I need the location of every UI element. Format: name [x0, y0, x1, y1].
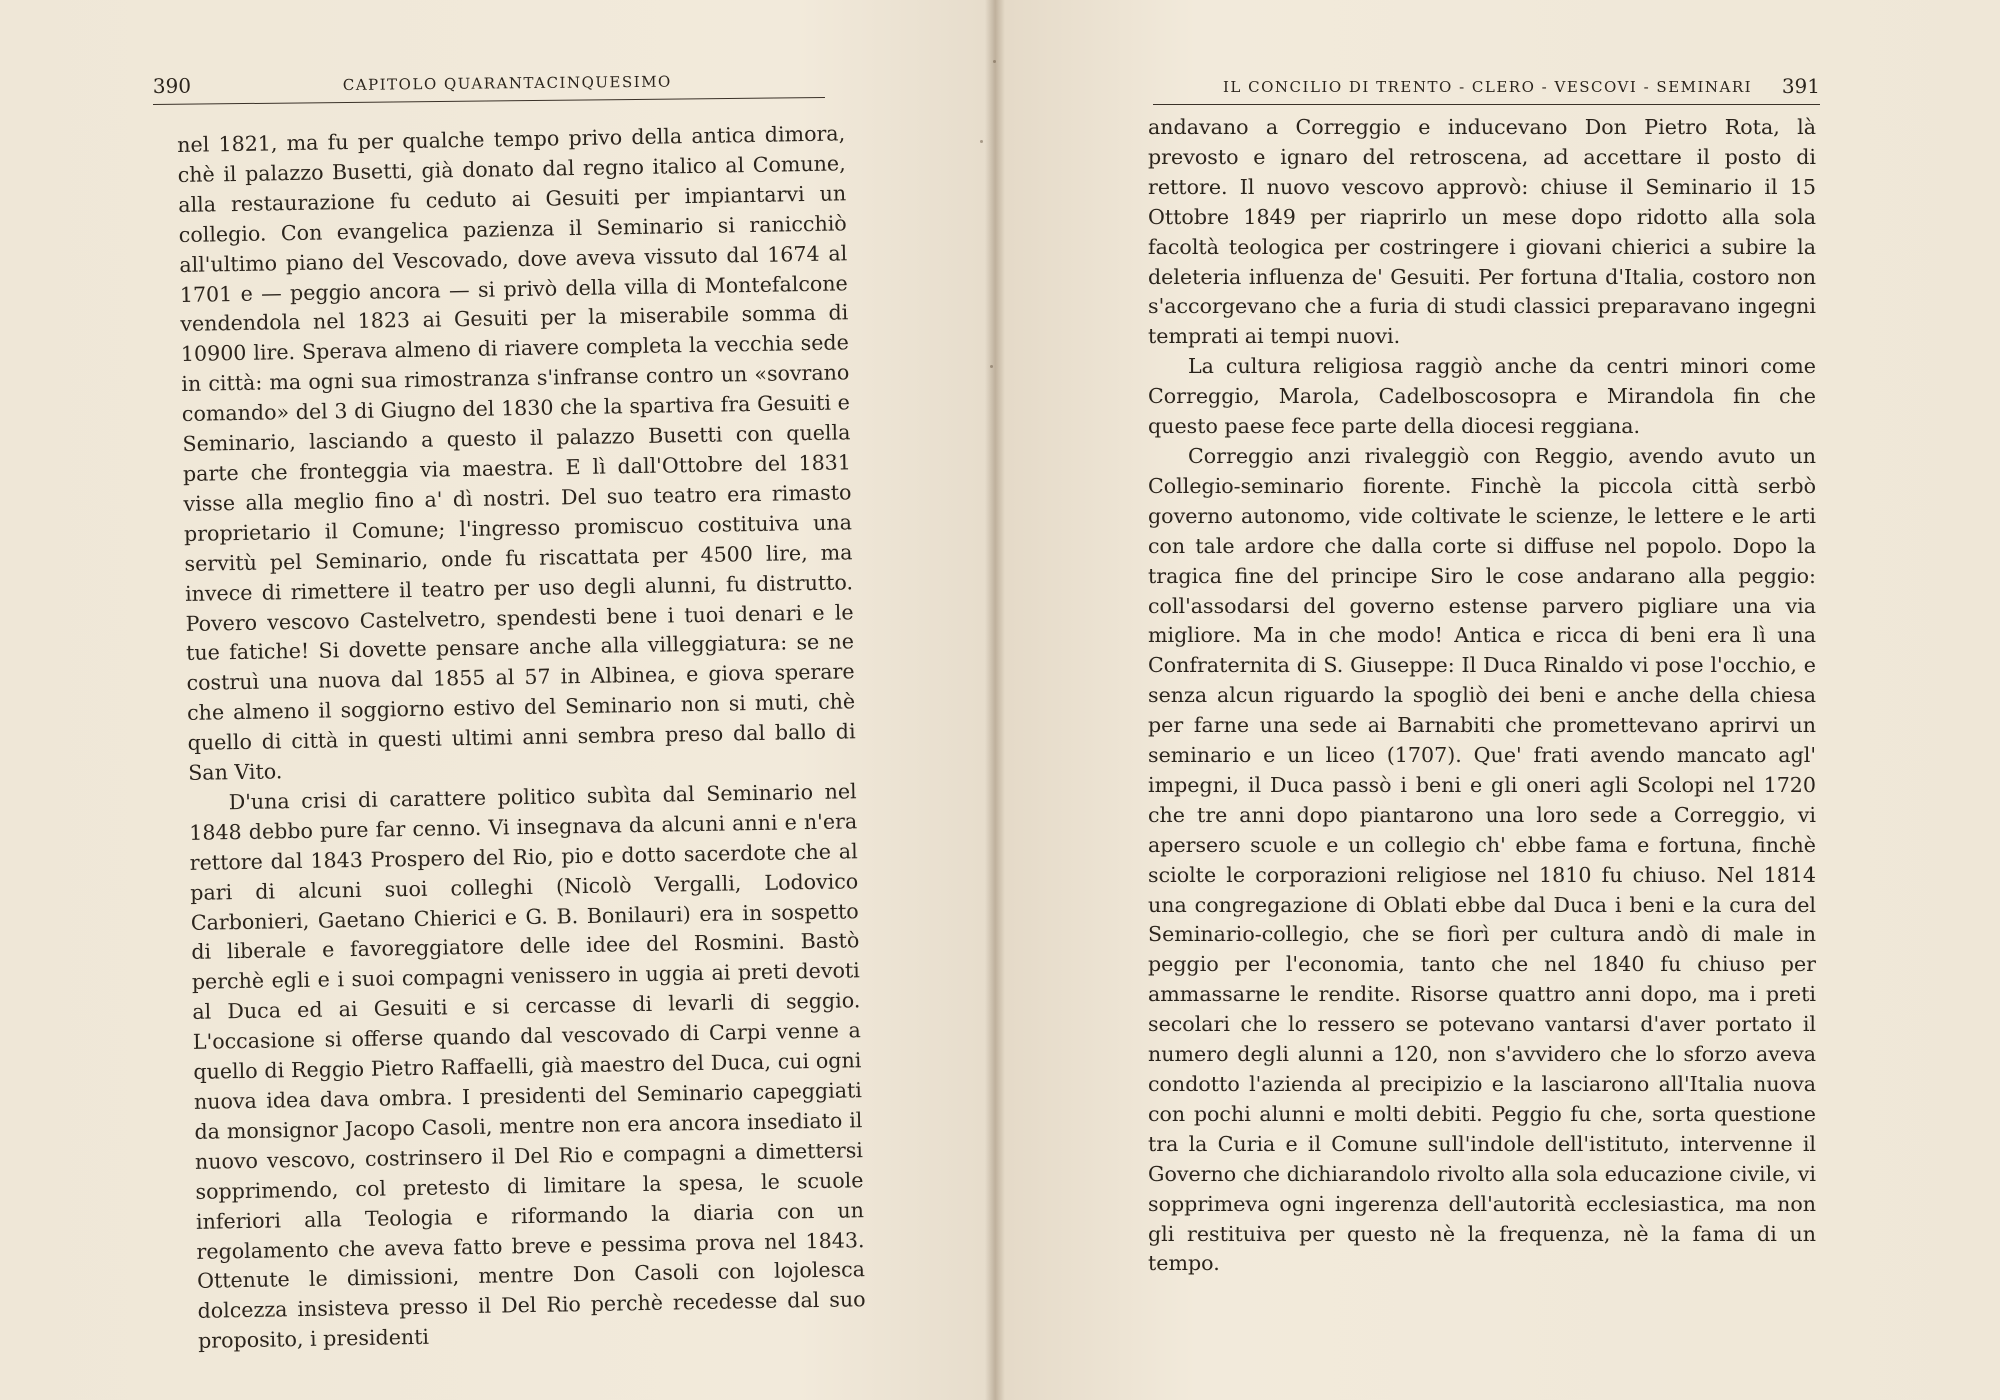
paper-speck	[993, 60, 996, 63]
page-number: 391	[1781, 74, 1820, 98]
right-page	[995, 0, 2000, 1400]
left-page	[0, 0, 995, 1400]
left-running-head	[153, 65, 825, 105]
right-running-head	[1153, 72, 1820, 105]
paragraph: andavano a Correggio e inducevano Don Pietro Rota, là prevosto e ignaro del retroscena, ad accettare il posto di rettore. Il nuovo vescovo approvò: chiuse il Seminario il 15 Ottobre 1849 per riaprirlo un mese dopo ridotto alla sola facoltà teologica per costringere i giovani chierici a subire la deleteria influenza de' Gesuiti. Per fortuna d'Italia, costoro non s'accorgevano che a furia di studi classici preparavano ingegni temprati ai tempi nuovi.	[1148, 115, 1816, 349]
paragraph: nel 1821, ma fu per qualche tempo privo della antica dimora, chè il palazzo Busetti, già donato dal regno italico al Comune, alla restaurazione fu ceduto ai Gesuiti per impiantarvi un collegio. Con evangelica pazienza il Seminario si ranicchiò all'ultimo piano del Vescovado, dove aveva vissuto dal 1674 al 1701 e — peggio ancora — si privò della villa di Montefalcone vendendola nel 1823 ai Gesuiti per la miserabile somma di 10900 lire. Sperava almeno di riavere completa la vecchia sede in città: ma ogni sua rimostranza s'infranse contro un «sovrano comando» del 3 di Giugno del 1830 che la spartiva fra Gesuiti e Seminario, lasciando a questo il palazzo Busetti con quella parte che fronteggia via maestra. E lì dall'Ottobre del 1831 visse alla meglio fino a' dì nostri. Del suo teatro era rimasto proprietario il Comune; l'ingresso promiscuo costituiva una servitù pel Seminario, onde fu riscattata per 4500 lire, ma invece di rimettere il teatro per uso degli alunni, fu distrutto. Povero vescovo Castelvetro, spendesti bene i tuoi denari e le tue fatiche! Si dovette pensare anche alla villeggiatura: se ne costruì una nuova dal 1855 al 57 in Albinea, e giova sperare che almeno il soggiorno estivo del Seminario non si muti, chè quello di città in questi ultimi anni sembra preso dal ballo di San Vito.	[177, 121, 856, 785]
paper-speck	[980, 140, 983, 143]
paragraph: Correggio anzi rivaleggiò con Reggio, avendo avuto un Collegio-seminario fiorente. Finchè la piccola città serbò governo autonomo, vide coltivate le scienze, le lettere e le arti con tale ardore che dalla corte si diffuse nel popolo. Dopo la tragica fine del principe Siro le cose andarano alla peggio: coll'assodarsi del governo estense parvero pigliare una via migliore. Ma in che modo! Antica e ricca di beni era lì una Confraternita di S. Giuseppe: Il Duca Rinaldo vi pose l'occhio, e senza alcun riguardo la spogliò dei beni e anche della chiesa per farne una sede ai Barnabiti che promettevano aprirvi un seminario e un liceo (1707). Que' frati avendo mancato agl' impegni, il Duca passò i beni e gli oneri agli Scolopi nel 1720 che tre anni dopo piantarono una loro sede a Correggio, vi apersero scuole e un collegio ch' ebbe fama e fortuna, finchè sciolte le corporazioni religiose nel 1810 fu chiuso. Nel 1814 una congregazione di Oblati ebbe dal Duca i beni e la cura del Seminario-collegio, che se fiorì per cultura andò di male in peggio per l'economia, tanto che nel 1840 fu chiuso per ammassarne le rendite. Risorse quattro anni dopo, ma i preti secolari che lo ressero se potevano vantarsi d'aver portato il numero degli alunni a 120, non s'avvidero che lo sforzo aveva condotto l'azienda al precipizio e la lasciarono all'Italia nuova con pochi alunni e molti debiti. Peggio fu che, sorta questione tra la Curia e il Comune sull'indole dell'istituto, intervenne il Governo che dichiarandolo rivolto alla sola educazione civile, vi sopprimeva ogni ingerenza dell'autorità ecclesiastica, ma non gli restituiva per questo nè la frequenza, nè la fama di un tempo.	[1148, 443, 1816, 1276]
book-gutter	[985, 0, 1005, 1400]
right-body-text	[1148, 113, 1816, 1279]
section-title: IL CONCILIO DI TRENTO - CLERO - VESCOVI - SEMINARI	[1223, 78, 1753, 96]
chapter-title: CAPITOLO QUARANTACINQUESIMO	[342, 72, 672, 95]
page-number: 390	[152, 73, 192, 99]
paragraph: D'una crisi di carattere politico subìta dal Seminario nel 1848 debbo pure far cenno. Vi insegnava da alcuni anni e n'era rettore dal 1843 Prospero del Rio, pio e dotto sacerdote che al pari di alcuni suoi colleghi (Nicolò Vergalli, Lodovico Carbonieri, Gaetano Chierici e G. B. Bonilauri) era in sospetto di liberale e favoreggiatore delle idee del Rosmini. Bastò perchè egli e i suoi compagni venissero in uggia ai preti devoti al Duca ed ai Gesuiti e si cercasse di levarli di seggio. L'occasione si offerse quando dal vescovado di Carpi venne a quello di Reggio Pietro Raffaelli, già maestro del Duca, cui ogni nuova idea dava ombra. I presidenti del Seminario capeggiati da monsignor Jacopo Casoli, mentre non era ancora insediato il nuovo vescovo, costrinsero il Del Rio e compagni a dimettersi sopprimendo, col pretesto di limitare la spesa, le scuole inferiori alla Teologia e riformando la diaria con un regolamento che aveva fatto breve e pessima prova nel 1843. Ottenute le dimissioni, mentre Don Casoli con lojolesca dolcezza insisteva presso il Del Rio perchè recedesse dal suo proposito, i presidenti	[189, 779, 866, 1354]
paragraph: La cultura religiosa raggiò anche da centri minori come Correggio, Marola, Cadelboscosopra e Mirandola fin che questo paese fece parte della diocesi reggiana.	[1148, 354, 1816, 439]
left-body-text	[177, 119, 866, 1357]
paper-speck	[990, 365, 993, 368]
